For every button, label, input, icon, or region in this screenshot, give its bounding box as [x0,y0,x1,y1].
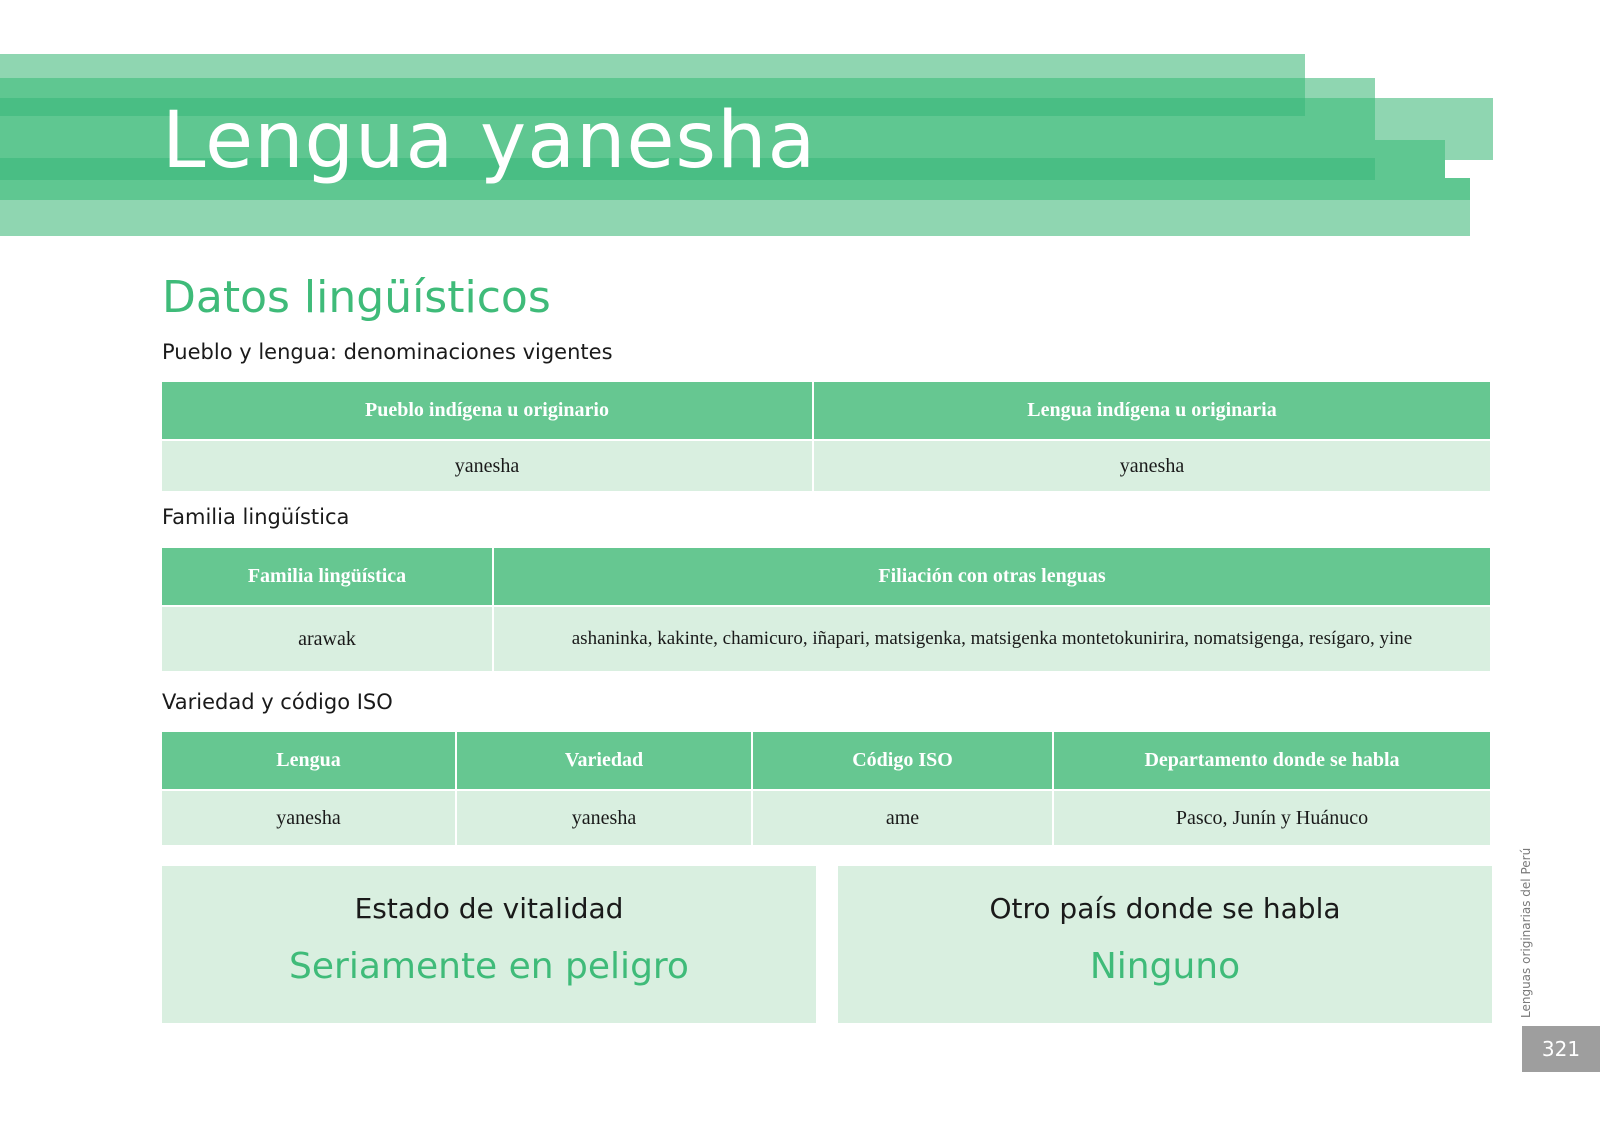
page-title: Lengua yanesha [162,96,817,186]
table-cell: arawak [162,606,493,671]
section-title: Datos lingüísticos [162,272,551,323]
other-country-value: Ninguno [1089,946,1241,987]
banner-stripe [1445,178,1470,200]
table-cell: yanesha [456,790,752,845]
table-cell: yanesha [813,440,1490,491]
table3-caption: Variedad y código ISO [162,690,393,714]
table-header-cell: Lengua indígena u originaria [813,382,1490,440]
banner-stripe [0,200,1470,236]
vitality-label: Estado de vitalidad [354,892,624,925]
table-header-cell: Variedad [456,732,752,790]
table-cell: yanesha [162,790,456,845]
table-header-cell: Pueblo indígena u originario [162,382,813,440]
banner-stripe [1305,78,1375,98]
table-cell: yanesha [162,440,813,491]
table-header-row [162,382,1490,440]
table-row [162,606,1490,671]
table-cell: Pasco, Junín y Huánuco [1053,790,1490,845]
running-footer-text: Lenguas originarias del Perú [1519,847,1533,1018]
table-cell: ame [752,790,1053,845]
vitality-value: Seriamente en peligro [289,946,689,987]
table1-caption: Pueblo y lengua: denominaciones vigentes [162,340,613,364]
family-table [162,548,1490,671]
vitality-box [162,866,816,1023]
table-header-cell: Lengua [162,732,456,790]
table-header-cell: Filiación con otras lenguas [493,548,1490,606]
variety-iso-table [162,732,1490,845]
page-number: 321 [1522,1026,1600,1072]
header-banner [0,0,1600,250]
table-cell: ashaninka, kakinte, chamicuro, iñapari, matsigenka, matsigenka montetokunirira, nomatsigenga, resígaro, yine [493,606,1490,671]
table2-caption: Familia lingüística [162,505,350,529]
other-country-label: Otro país donde se habla [989,892,1341,925]
other-country-box [838,866,1492,1023]
table-row [162,440,1490,491]
table-header-row [162,548,1490,606]
denominations-table [162,382,1490,491]
table-header-cell: Código ISO [752,732,1053,790]
table-row [162,790,1490,845]
table-header-row [162,732,1490,790]
table-header-cell: Departamento donde se habla [1053,732,1490,790]
table-header-cell: Familia lingüística [162,548,493,606]
